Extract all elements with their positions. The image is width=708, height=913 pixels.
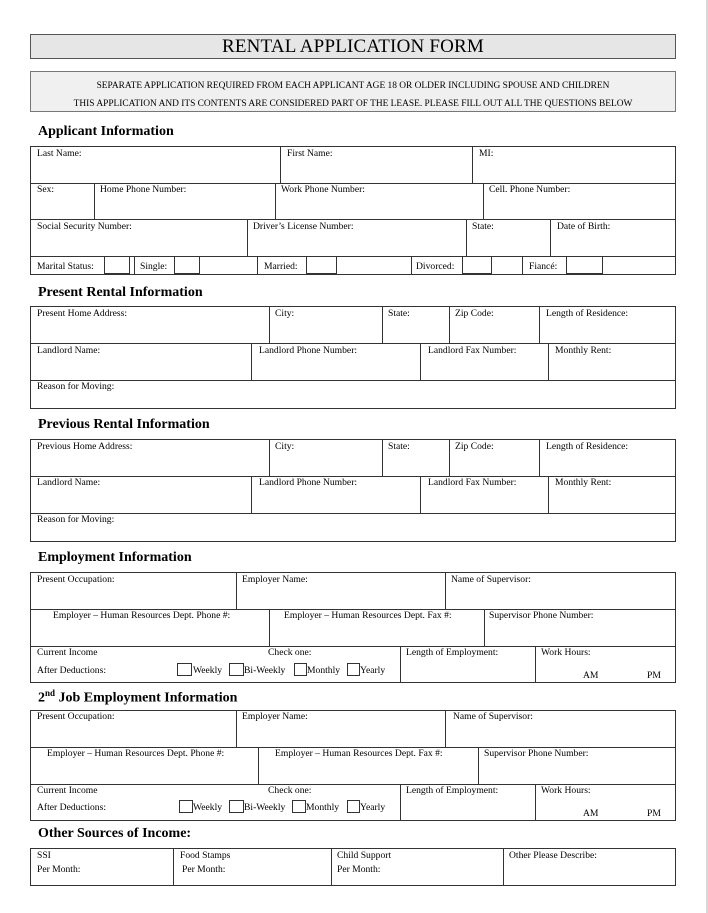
present-landlord-fax-field[interactable]: Landlord Fax Number: [428, 345, 517, 356]
work-phone-field[interactable]: Work Phone Number: [281, 184, 365, 195]
marital-status-box[interactable] [104, 256, 130, 274]
present-zip-field[interactable]: Zip Code: [455, 308, 494, 319]
section-heading-present-rental: Present Rental Information [38, 285, 203, 300]
form-title: RENTAL APPLICATION FORM [30, 34, 676, 59]
present-rent-field[interactable]: Monthly Rent: [555, 345, 612, 356]
mi-field[interactable]: MI: [479, 148, 494, 159]
job2-supervisor-phone-field[interactable]: Supervisor Phone Number: [484, 748, 589, 759]
emp-supervisor-field[interactable]: Name of Supervisor: [451, 574, 531, 585]
section-heading-employment: Employment Information [38, 550, 192, 565]
job2-work-hours-field[interactable]: Work Hours: [541, 785, 591, 796]
ssn-field[interactable]: Social Security Number: [37, 221, 132, 232]
previous-zip-field[interactable]: Zip Code: [455, 441, 494, 452]
emp-am-label: AM [583, 670, 599, 681]
emp-monthly-checkbox[interactable] [294, 663, 307, 676]
notice-line-1: SEPARATE APPLICATION REQUIRED FROM EACH APPLICANT AGE 18 OR OLDER INCLUDING SPOUSE AND CHILDREN [96, 81, 610, 91]
second-job-heading-text: Job Employment Information [55, 690, 238, 706]
state-field[interactable]: State: [472, 221, 494, 232]
other-describe-field[interactable]: Other Please Describe: [509, 850, 597, 861]
job2-biweekly-checkbox[interactable] [229, 800, 244, 813]
job2-weekly-label: Weekly [193, 802, 223, 813]
single-label: Single: [140, 261, 168, 272]
ssi-per-month-field[interactable]: Per Month: [37, 864, 81, 875]
present-city-field[interactable]: City: [275, 308, 295, 319]
emp-hr-phone-field[interactable]: Employer – Human Resources Dept. Phone #: [53, 610, 231, 621]
job2-income-label: Current Income [37, 785, 98, 796]
present-landlord-field[interactable]: Landlord Name: [37, 345, 101, 356]
previous-landlord-fax-field[interactable]: Landlord Fax Number: [428, 477, 517, 488]
emp-biweekly-label: Bi-Weekly [244, 665, 286, 676]
food-stamps-label: Food Stamps [180, 850, 231, 861]
emp-income-label: Current Income [37, 647, 98, 658]
section-heading-applicant: Applicant Information [38, 124, 174, 139]
emp-weekly-label: Weekly [193, 665, 223, 676]
previous-address-field[interactable]: Previous Home Address: [37, 441, 133, 452]
section-heading-previous-rental: Previous Rental Information [38, 417, 210, 432]
fiance-label: Fiancé: [529, 261, 558, 272]
emp-occupation-field[interactable]: Present Occupation: [37, 574, 115, 585]
job2-weekly-checkbox[interactable] [179, 800, 193, 813]
emp-pm-label: PM [647, 670, 661, 681]
notice-line-2: THIS APPLICATION AND ITS CONTENTS ARE CONSIDERED PART OF THE LEASE. PLEASE FILL OUT ALL THE QUESTIONS BELOW [73, 99, 633, 109]
cell-phone-field[interactable]: Cell. Phone Number: [489, 184, 571, 195]
single-checkbox[interactable] [174, 256, 200, 274]
emp-biweekly-checkbox[interactable] [229, 663, 244, 676]
job2-am-label: AM [583, 808, 599, 819]
previous-landlord-phone-field[interactable]: Landlord Phone Number: [259, 477, 358, 488]
sex-field[interactable]: Sex: [37, 184, 55, 195]
present-landlord-phone-field[interactable]: Landlord Phone Number: [259, 345, 358, 356]
emp-hr-fax-field[interactable]: Employer – Human Resources Dept. Fax #: [284, 610, 452, 621]
license-field[interactable]: Driver’s License Number: [253, 221, 354, 232]
emp-employer-field[interactable]: Employer Name: [242, 574, 308, 585]
job2-monthly-label: Monthly [306, 802, 340, 813]
home-phone-field[interactable]: Home Phone Number: [100, 184, 187, 195]
job2-length-field[interactable]: Length of Employment: [406, 785, 499, 796]
present-rental-table [30, 306, 676, 409]
emp-weekly-checkbox[interactable] [177, 663, 192, 676]
emp-yearly-checkbox[interactable] [347, 663, 360, 676]
previous-reason-field[interactable]: Reason for Moving: [37, 514, 115, 525]
first-name-field[interactable]: First Name: [287, 148, 333, 159]
emp-length-field[interactable]: Length of Employment: [406, 647, 499, 658]
job2-biweekly-label: Bi-Weekly [244, 802, 286, 813]
married-label: Married: [264, 261, 298, 272]
dob-field[interactable]: Date of Birth: [557, 221, 611, 232]
previous-landlord-field[interactable]: Landlord Name: [37, 477, 101, 488]
present-length-field[interactable]: Length of Residence: [546, 308, 629, 319]
job2-pm-label: PM [647, 808, 661, 819]
emp-after-deductions-label: After Deductions: [37, 665, 107, 676]
job2-hr-phone-field[interactable]: Employer – Human Resources Dept. Phone #: [47, 748, 225, 759]
previous-length-field[interactable]: Length of Residence: [546, 441, 629, 452]
present-address-field[interactable]: Present Home Address: [37, 308, 128, 319]
previous-city-field[interactable]: City: [275, 441, 295, 452]
present-state-field[interactable]: State: [388, 308, 410, 319]
previous-rent-field[interactable]: Monthly Rent: [555, 477, 612, 488]
divorced-label: Divorced: [416, 261, 455, 272]
emp-supervisor-phone-field[interactable]: Supervisor Phone Number: [489, 610, 594, 621]
section-heading-second-job [38, 688, 237, 707]
emp-monthly-label: Monthly [307, 665, 341, 676]
marital-status-label: Marital Status: [37, 261, 94, 272]
ssi-label: SSI [37, 850, 51, 861]
job2-hr-fax-field[interactable]: Employer – Human Resources Dept. Fax #: [275, 748, 443, 759]
food-stamps-per-month-field[interactable]: Per Month: [182, 864, 226, 875]
child-support-per-month-field[interactable]: Per Month: [337, 864, 381, 875]
previous-rental-table [30, 439, 676, 542]
fiance-checkbox[interactable] [566, 256, 603, 274]
child-support-label: Child Support [337, 850, 392, 861]
emp-work-hours-field[interactable]: Work Hours: [541, 647, 591, 658]
present-reason-field[interactable]: Reason for Moving: [37, 381, 115, 392]
job2-yearly-label: Yearly [360, 802, 386, 813]
section-heading-other-income: Other Sources of Income: [38, 826, 192, 841]
job2-occupation-field[interactable]: Present Occupation: [37, 711, 115, 722]
married-checkbox[interactable] [306, 256, 337, 274]
emp-yearly-label: Yearly [360, 665, 386, 676]
job2-yearly-checkbox[interactable] [347, 800, 360, 813]
instructions-notice [30, 71, 676, 112]
job2-check-one-label: Check one: [268, 785, 312, 796]
last-name-field[interactable]: Last Name: [37, 148, 82, 159]
second-job-heading-number: 2 [38, 690, 45, 706]
second-job-heading-ordinal: nd [45, 688, 56, 698]
job2-supervisor-field[interactable]: Name of Supervisor: [453, 711, 533, 722]
job2-employer-field[interactable]: Employer Name: [242, 711, 308, 722]
divorced-checkbox[interactable] [462, 256, 492, 274]
emp-check-one-label: Check one: [268, 647, 312, 658]
job2-monthly-checkbox[interactable] [292, 800, 306, 813]
job2-after-deductions-label: After Deductions: [37, 802, 107, 813]
previous-state-field[interactable]: State: [388, 441, 410, 452]
